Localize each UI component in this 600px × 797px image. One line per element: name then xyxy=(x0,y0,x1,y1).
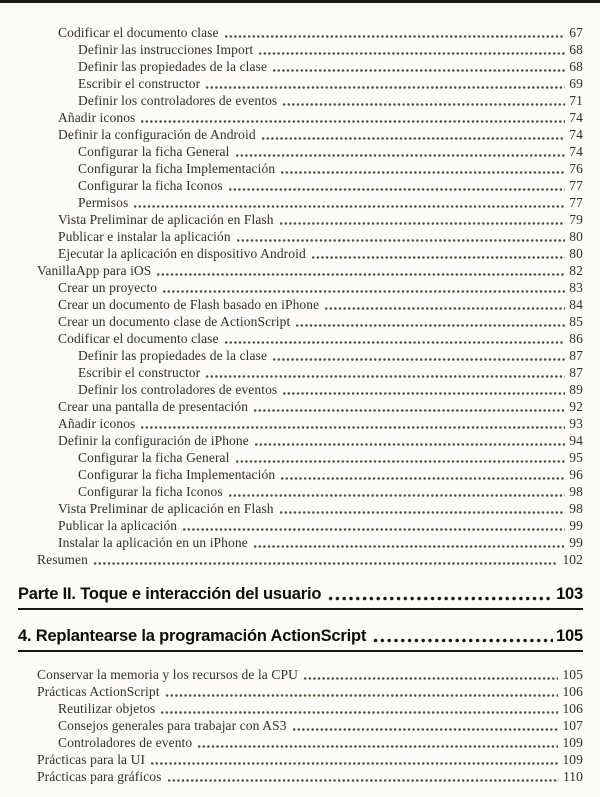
toc-entry-label: Instalar la aplicación en un iPhone xyxy=(58,535,248,550)
dot-leader xyxy=(133,194,565,211)
toc-entry xyxy=(18,500,583,517)
toc-entry-page-number: 106 xyxy=(562,701,583,716)
toc-entry xyxy=(18,432,583,449)
toc-entry-page-number: 98 xyxy=(569,501,583,516)
toc-entry xyxy=(18,683,583,700)
toc-heading-page-number: 105 xyxy=(556,627,583,645)
dot-leader xyxy=(235,449,566,466)
toc-entry-page-number: 94 xyxy=(569,433,583,448)
toc-entry xyxy=(18,160,583,177)
dot-leader xyxy=(162,279,565,296)
toc-heading-label: Parte II. Toque e interacción del usuario xyxy=(18,585,322,603)
toc-entry xyxy=(18,211,583,228)
dot-leader xyxy=(224,24,566,41)
toc-entry xyxy=(18,398,583,415)
toc-entry xyxy=(18,177,583,194)
dot-leader xyxy=(311,245,565,262)
dot-leader xyxy=(167,768,559,785)
dot-leader xyxy=(282,92,565,109)
toc-entry xyxy=(18,751,583,768)
toc-entry xyxy=(18,194,583,211)
toc-entry xyxy=(18,347,583,364)
toc-entry-page-number: 68 xyxy=(569,42,583,57)
toc-entry-page-number: 93 xyxy=(569,416,583,431)
toc-entry-label: Conservar la memoria y los recursos de la CPU xyxy=(37,667,298,682)
toc-entry xyxy=(18,551,583,568)
toc-entry xyxy=(18,41,583,58)
toc-entry-page-number: 80 xyxy=(569,229,583,244)
toc-entry xyxy=(18,279,583,296)
toc-entry-label: Definir la configuración de Android xyxy=(58,127,256,142)
toc-entry xyxy=(18,466,583,483)
toc-entry-label: Añadir iconos xyxy=(58,416,136,431)
toc-entry-page-number: 109 xyxy=(562,735,583,750)
toc-entry xyxy=(18,330,583,347)
toc-entry-label: Configurar la ficha General xyxy=(78,450,230,465)
toc-entry-label: Definir los controladores de eventos xyxy=(78,93,278,108)
toc-entry xyxy=(18,313,583,330)
dot-leader xyxy=(254,432,565,449)
toc-entry-page-number: 99 xyxy=(569,518,583,533)
toc-entry-page-number: 87 xyxy=(569,365,583,380)
toc-entry xyxy=(18,58,583,75)
toc-entry-label: Crear una pantalla de presentación xyxy=(58,399,249,414)
toc-entry xyxy=(18,364,583,381)
dot-leader xyxy=(228,177,566,194)
dot-leader xyxy=(261,126,566,143)
toc-entry xyxy=(18,483,583,500)
dot-leader xyxy=(93,551,558,568)
toc-entry xyxy=(18,415,583,432)
toc-entry-label: Prácticas para la UI xyxy=(37,752,146,767)
dot-leader xyxy=(253,534,565,551)
toc-heading-page-number: 103 xyxy=(556,585,583,603)
toc-entry-label: Escribir el constructor xyxy=(78,76,201,91)
toc-entry-label: Crear un documento clase de ActionScript xyxy=(58,314,291,329)
toc-entry-label: Crear un documento de Flash basado en iPhone xyxy=(58,297,320,312)
toc-entry-label: Crear un proyecto xyxy=(58,280,158,295)
dot-leader xyxy=(253,398,565,415)
toc-entry-label: Vista Preliminar de aplicación en Flash xyxy=(58,212,274,227)
toc-entry-label: Controladores de evento xyxy=(58,735,193,750)
toc-entry-label: Configurar la ficha Implementación xyxy=(78,467,276,482)
dot-leader xyxy=(197,734,558,751)
toc-chapter-heading xyxy=(18,627,583,652)
toc-entry-page-number: 109 xyxy=(562,752,583,767)
toc-entry-page-number: 80 xyxy=(569,246,583,261)
dot-leader xyxy=(224,330,566,347)
dot-leader xyxy=(140,415,565,432)
toc-entry-page-number: 77 xyxy=(569,178,583,193)
toc-entry-label: Prácticas ActionScript xyxy=(37,684,160,699)
toc-chapter-heading xyxy=(18,585,583,610)
toc-entry-page-number: 74 xyxy=(569,144,583,159)
toc-entry xyxy=(18,381,583,398)
dot-leader xyxy=(328,585,553,604)
toc-chapter-heading-row xyxy=(18,627,583,646)
toc-entry-label: Reutilizar objetos xyxy=(58,701,156,716)
toc-entry xyxy=(18,109,583,126)
toc-entry xyxy=(18,768,583,785)
toc-entry-page-number: 96 xyxy=(569,467,583,482)
dot-leader xyxy=(235,143,566,160)
toc-entry-label: Añadir iconos xyxy=(58,110,136,125)
dot-leader xyxy=(205,75,565,92)
dot-leader xyxy=(303,666,558,683)
toc-entry xyxy=(18,262,583,279)
toc-entry-page-number: 68 xyxy=(569,59,583,74)
toc-entry xyxy=(18,228,583,245)
table-of-contents xyxy=(18,24,583,785)
toc-entry xyxy=(18,666,583,683)
toc-chapter-heading-row xyxy=(18,585,583,604)
toc-entry-label: Configurar la ficha Implementación xyxy=(78,161,276,176)
toc-entry-page-number: 110 xyxy=(562,769,583,784)
dot-leader xyxy=(282,381,565,398)
toc-entry-page-number: 67 xyxy=(569,25,583,40)
toc-entry-label: Configurar la ficha Iconos xyxy=(78,178,223,193)
toc-entry xyxy=(18,245,583,262)
toc-entry-page-number: 89 xyxy=(569,382,583,397)
dot-leader xyxy=(279,500,566,517)
toc-entry xyxy=(18,296,583,313)
toc-entry-page-number: 76 xyxy=(569,161,583,176)
toc-entry-label: Codificar el documento clase xyxy=(58,331,219,346)
toc-entry xyxy=(18,517,583,534)
dot-leader xyxy=(279,211,566,228)
toc-entry xyxy=(18,126,583,143)
toc-entry-page-number: 84 xyxy=(569,297,583,312)
toc-entry xyxy=(18,92,583,109)
toc-entry-page-number: 69 xyxy=(569,76,583,91)
toc-entry-label: Publicar e instalar la aplicación xyxy=(58,229,231,244)
dot-leader xyxy=(272,58,565,75)
toc-entry-label: Definir las propiedades de la clase xyxy=(78,59,268,74)
toc-entry-page-number: 99 xyxy=(569,535,583,550)
toc-entry-page-number: 74 xyxy=(569,110,583,125)
toc-entry xyxy=(18,734,583,751)
toc-entry xyxy=(18,24,583,41)
toc-entry-page-number: 86 xyxy=(569,331,583,346)
dot-leader xyxy=(324,296,565,313)
dot-leader xyxy=(205,364,565,381)
dot-leader xyxy=(295,313,565,330)
toc-entry-page-number: 79 xyxy=(569,212,583,227)
toc-entry-label: VanillaApp para iOS xyxy=(37,263,152,278)
toc-entry-label: Vista Preliminar de aplicación en Flash xyxy=(58,501,274,516)
toc-entry-page-number: 71 xyxy=(569,93,583,108)
toc-list xyxy=(18,24,583,785)
dot-leader xyxy=(373,627,553,646)
dot-leader xyxy=(150,751,558,768)
toc-entry-page-number: 95 xyxy=(569,450,583,465)
toc-entry-label: Consejos generales para trabajar con AS3 xyxy=(58,718,287,733)
toc-entry-page-number: 82 xyxy=(569,263,583,278)
toc-entry xyxy=(18,449,583,466)
toc-entry xyxy=(18,717,583,734)
toc-heading-label: 4. Replantearse la programación ActionScript xyxy=(18,627,367,645)
toc-entry-label: Configurar la ficha Iconos xyxy=(78,484,223,499)
toc-entry-label: Definir las propiedades de la clase xyxy=(78,348,268,363)
toc-entry-label: Escribir el constructor xyxy=(78,365,201,380)
heading-rule xyxy=(18,650,583,652)
toc-entry-page-number: 85 xyxy=(569,314,583,329)
toc-entry-label: Definir las instrucciones Import xyxy=(78,42,254,57)
dot-leader xyxy=(292,717,559,734)
toc-entry xyxy=(18,143,583,160)
page-top-rule xyxy=(0,0,600,3)
toc-entry xyxy=(18,75,583,92)
toc-entry-page-number: 107 xyxy=(562,718,583,733)
toc-entry-label: Definir los controladores de eventos xyxy=(78,382,278,397)
dot-leader xyxy=(280,160,565,177)
toc-entry-label: Ejecutar la aplicación en dispositivo Android xyxy=(58,246,306,261)
toc-entry-page-number: 92 xyxy=(569,399,583,414)
dot-leader xyxy=(160,700,558,717)
dot-leader xyxy=(258,41,565,58)
toc-entry-page-number: 106 xyxy=(562,684,583,699)
toc-entry xyxy=(18,534,583,551)
toc-entry-label: Publicar la aplicación xyxy=(58,518,178,533)
dot-leader xyxy=(272,347,565,364)
toc-entry xyxy=(18,700,583,717)
dot-leader xyxy=(165,683,559,700)
dot-leader xyxy=(228,483,566,500)
toc-entry-page-number: 105 xyxy=(562,667,583,682)
toc-entry-page-number: 74 xyxy=(569,127,583,142)
dot-leader xyxy=(156,262,565,279)
dot-leader xyxy=(140,109,565,126)
toc-entry-label: Permisos xyxy=(78,195,129,210)
heading-rule xyxy=(18,608,583,610)
dot-leader xyxy=(236,228,566,245)
toc-entry-label: Codificar el documento clase xyxy=(58,25,219,40)
toc-entry-label: Definir la configuración de iPhone xyxy=(58,433,249,448)
toc-entry-page-number: 98 xyxy=(569,484,583,499)
toc-entry-page-number: 102 xyxy=(562,552,583,567)
dot-leader xyxy=(280,466,565,483)
toc-entry-page-number: 83 xyxy=(569,280,583,295)
toc-entry-label: Resumen xyxy=(37,552,88,567)
toc-entry-page-number: 87 xyxy=(569,348,583,363)
toc-entry-label: Configurar la ficha General xyxy=(78,144,230,159)
toc-entry-label: Prácticas para gráficos xyxy=(37,769,162,784)
dot-leader xyxy=(182,517,565,534)
toc-entry-page-number: 77 xyxy=(569,195,583,210)
